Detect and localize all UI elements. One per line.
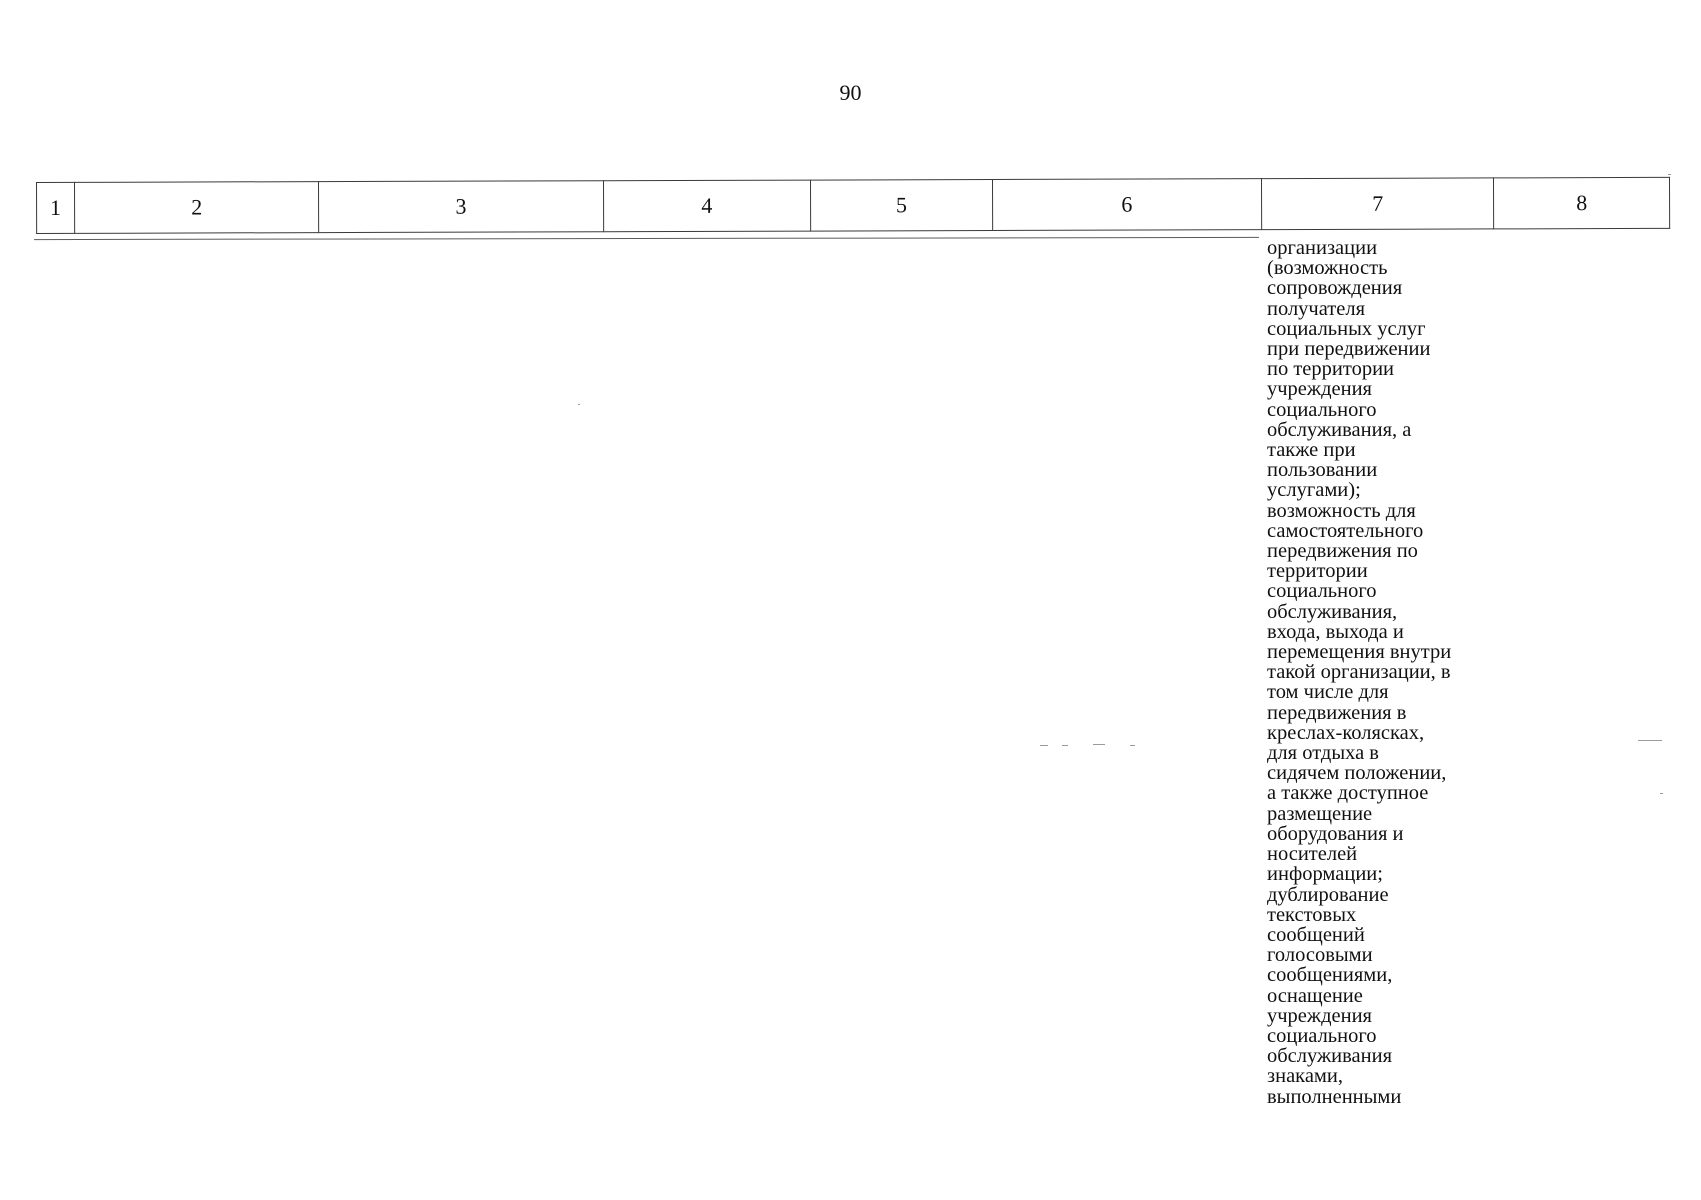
text-line: сидячем положении, <box>1267 762 1447 785</box>
scan-speck <box>1040 745 1048 746</box>
text-line: социального <box>1267 580 1377 603</box>
column-header-5: 5 <box>811 179 993 231</box>
text-line: обслуживания <box>1267 1045 1393 1068</box>
text-line: выполненными <box>1267 1085 1402 1108</box>
text-line: креслах-колясках, <box>1267 721 1425 744</box>
text-line: для отдыха в <box>1267 742 1379 765</box>
scan-speck <box>578 404 580 405</box>
column-header-8: 8 <box>1494 177 1670 229</box>
scan-speck <box>1062 745 1068 746</box>
table-header-row <box>36 177 1670 234</box>
text-line: передвижения в <box>1267 701 1407 724</box>
text-line: голосовыми <box>1267 944 1373 967</box>
scan-speck <box>1660 793 1663 794</box>
text-line: том числе для <box>1267 681 1389 704</box>
text-line: организации <box>1267 237 1378 259</box>
text-line: носителей <box>1267 843 1358 866</box>
scan-speck <box>1668 174 1671 175</box>
text-line: обслуживания, <box>1267 600 1398 623</box>
text-line: такой организации, в <box>1267 661 1451 684</box>
text-line: социального <box>1267 398 1377 421</box>
column-header-6: 6 <box>992 179 1261 231</box>
text-line: сообщений <box>1267 923 1365 946</box>
text-line: также при <box>1267 439 1356 462</box>
text-line: социальных услуг <box>1267 317 1426 340</box>
column-header-4: 4 <box>603 180 811 232</box>
text-line: при передвижении <box>1267 338 1431 361</box>
text-line: знаками, <box>1267 1065 1343 1088</box>
column-header-7: 7 <box>1261 178 1494 230</box>
text-line: по территории <box>1267 358 1395 381</box>
scan-speck <box>1130 745 1135 746</box>
text-line: возможность для <box>1267 499 1416 522</box>
column-header-3: 3 <box>319 181 603 233</box>
text-line: (возможность <box>1267 257 1388 280</box>
column-7-cell-text <box>1267 238 1507 1107</box>
text-line: оборудования и <box>1267 822 1404 845</box>
text-line: территории <box>1267 560 1368 583</box>
text-line: оснащение <box>1267 984 1363 1007</box>
text-line: перемещения внутри <box>1267 641 1452 664</box>
table-row-divider <box>34 237 1259 240</box>
scan-speck <box>1093 744 1105 745</box>
text-line: услугами); <box>1267 479 1361 502</box>
text-line: текстовых <box>1267 903 1357 926</box>
text-line: сообщениями, <box>1267 964 1393 987</box>
text-line: обслуживания, а <box>1267 418 1412 441</box>
text-line: учреждения <box>1267 378 1372 401</box>
text-line: передвижения по <box>1267 540 1418 563</box>
text-line: информации; <box>1267 863 1383 886</box>
text-line: размещение <box>1267 802 1373 825</box>
text-line: учреждения <box>1267 1004 1372 1027</box>
text-line: дублирование <box>1267 883 1389 906</box>
text-line: сопровождения <box>1267 277 1403 300</box>
text-line: входа, выхода и <box>1267 620 1404 643</box>
column-header-1: 1 <box>37 182 75 233</box>
text-line: самостоятельного <box>1267 519 1424 542</box>
text-line: а также доступное <box>1267 782 1429 805</box>
text-line: пользовании <box>1267 459 1378 482</box>
text-line: социального <box>1267 1024 1377 1047</box>
column-header-2: 2 <box>74 182 319 234</box>
text-line: получателя <box>1267 297 1366 320</box>
scan-speck <box>1638 740 1662 741</box>
page-number: 90 <box>839 80 862 105</box>
